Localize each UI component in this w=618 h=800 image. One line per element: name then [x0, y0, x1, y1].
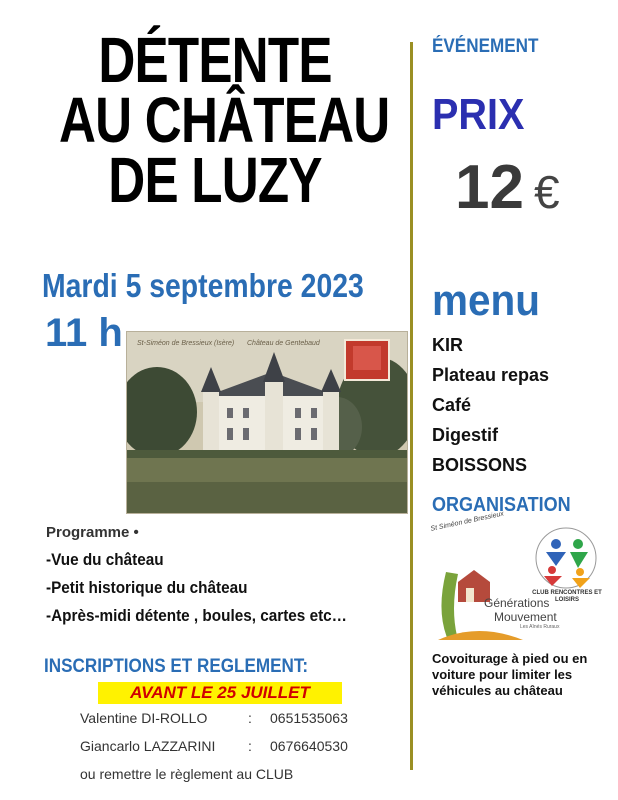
- title-line-1: DÉTENTE: [98, 24, 332, 96]
- menu-list: [432, 330, 549, 480]
- menu-item: BOISSONS: [432, 455, 528, 475]
- vertical-divider: [410, 42, 413, 770]
- programme-label: Programme •: [46, 524, 139, 541]
- logo-left-brand: Générations: [484, 596, 550, 610]
- menu-item: Digestif: [432, 425, 499, 445]
- contact-name: Giancarlo LAZZARINI: [80, 738, 216, 754]
- programme-item: -Petit historique du château: [46, 578, 248, 597]
- postcard-caption-right: Château de Gentebaud: [247, 340, 320, 347]
- logo-right-club: CLUB RENCONTRES ET LOISIRS: [532, 590, 602, 603]
- contact-row: [80, 704, 348, 732]
- logo-left-town: St Siméon de Bressieux: [430, 510, 505, 533]
- contact-separator: :: [248, 738, 252, 754]
- price-amount: 12: [455, 153, 524, 222]
- chateau-illustration: [127, 332, 407, 513]
- inscriptions-title-text: INSCRIPTIONS ET REGLEMENT: [44, 656, 303, 677]
- payment-note: ou remettre le règlement au CLUB: [80, 766, 294, 782]
- contact-row: [80, 732, 348, 760]
- contact-separator: :: [248, 710, 252, 726]
- programme-item: -Après-midi détente , boules, cartes etc…: [46, 606, 347, 625]
- title-line-2: AU CHÂTEAU: [59, 84, 390, 156]
- programme-list: [46, 546, 380, 630]
- poster-title: [59, 24, 390, 216]
- price-currency: €: [533, 166, 560, 218]
- organisation-logo-graphics: [428, 522, 604, 648]
- programme-item: -Vue du château: [46, 550, 164, 569]
- event-date: Mardi 5 septembre 2023: [42, 267, 364, 304]
- price-label: PRIX: [432, 90, 525, 139]
- deadline-banner: AVANT LE 25 JUILLET: [98, 682, 342, 704]
- postcard-caption-left: St-Siméon de Bressieux (Isère): [137, 340, 235, 347]
- contacts-block: [80, 704, 348, 788]
- menu-item: KIR: [432, 335, 463, 355]
- organisation-label: ORGANISATION: [432, 494, 571, 516]
- price-value: [455, 152, 560, 223]
- logo-left-subtitle: Les Aînés Ruraux: [520, 624, 560, 630]
- menu-item: Plateau repas: [432, 365, 550, 385]
- inscriptions-title: [44, 656, 308, 678]
- menu-item: Café: [432, 395, 472, 415]
- contact-name: Valentine DI-ROLLO: [80, 710, 208, 726]
- logo-left-brand-2: Mouvement: [494, 610, 557, 624]
- event-time: 11 h: [45, 311, 123, 355]
- carpool-note: Covoiturage à pied ou en voiture pour limiter les véhicules au château: [432, 651, 588, 698]
- contact-phone: 0676640530: [270, 738, 348, 754]
- chateau-postcard-image: [126, 331, 408, 514]
- contact-phone: 0651535063: [270, 710, 348, 726]
- menu-title: menu: [432, 276, 540, 325]
- organisation-logos: [428, 510, 604, 648]
- event-label: ÉVÉNEMENT: [432, 36, 539, 57]
- inscriptions-colon: :: [302, 656, 309, 677]
- title-line-3: DE LUZY: [108, 144, 322, 216]
